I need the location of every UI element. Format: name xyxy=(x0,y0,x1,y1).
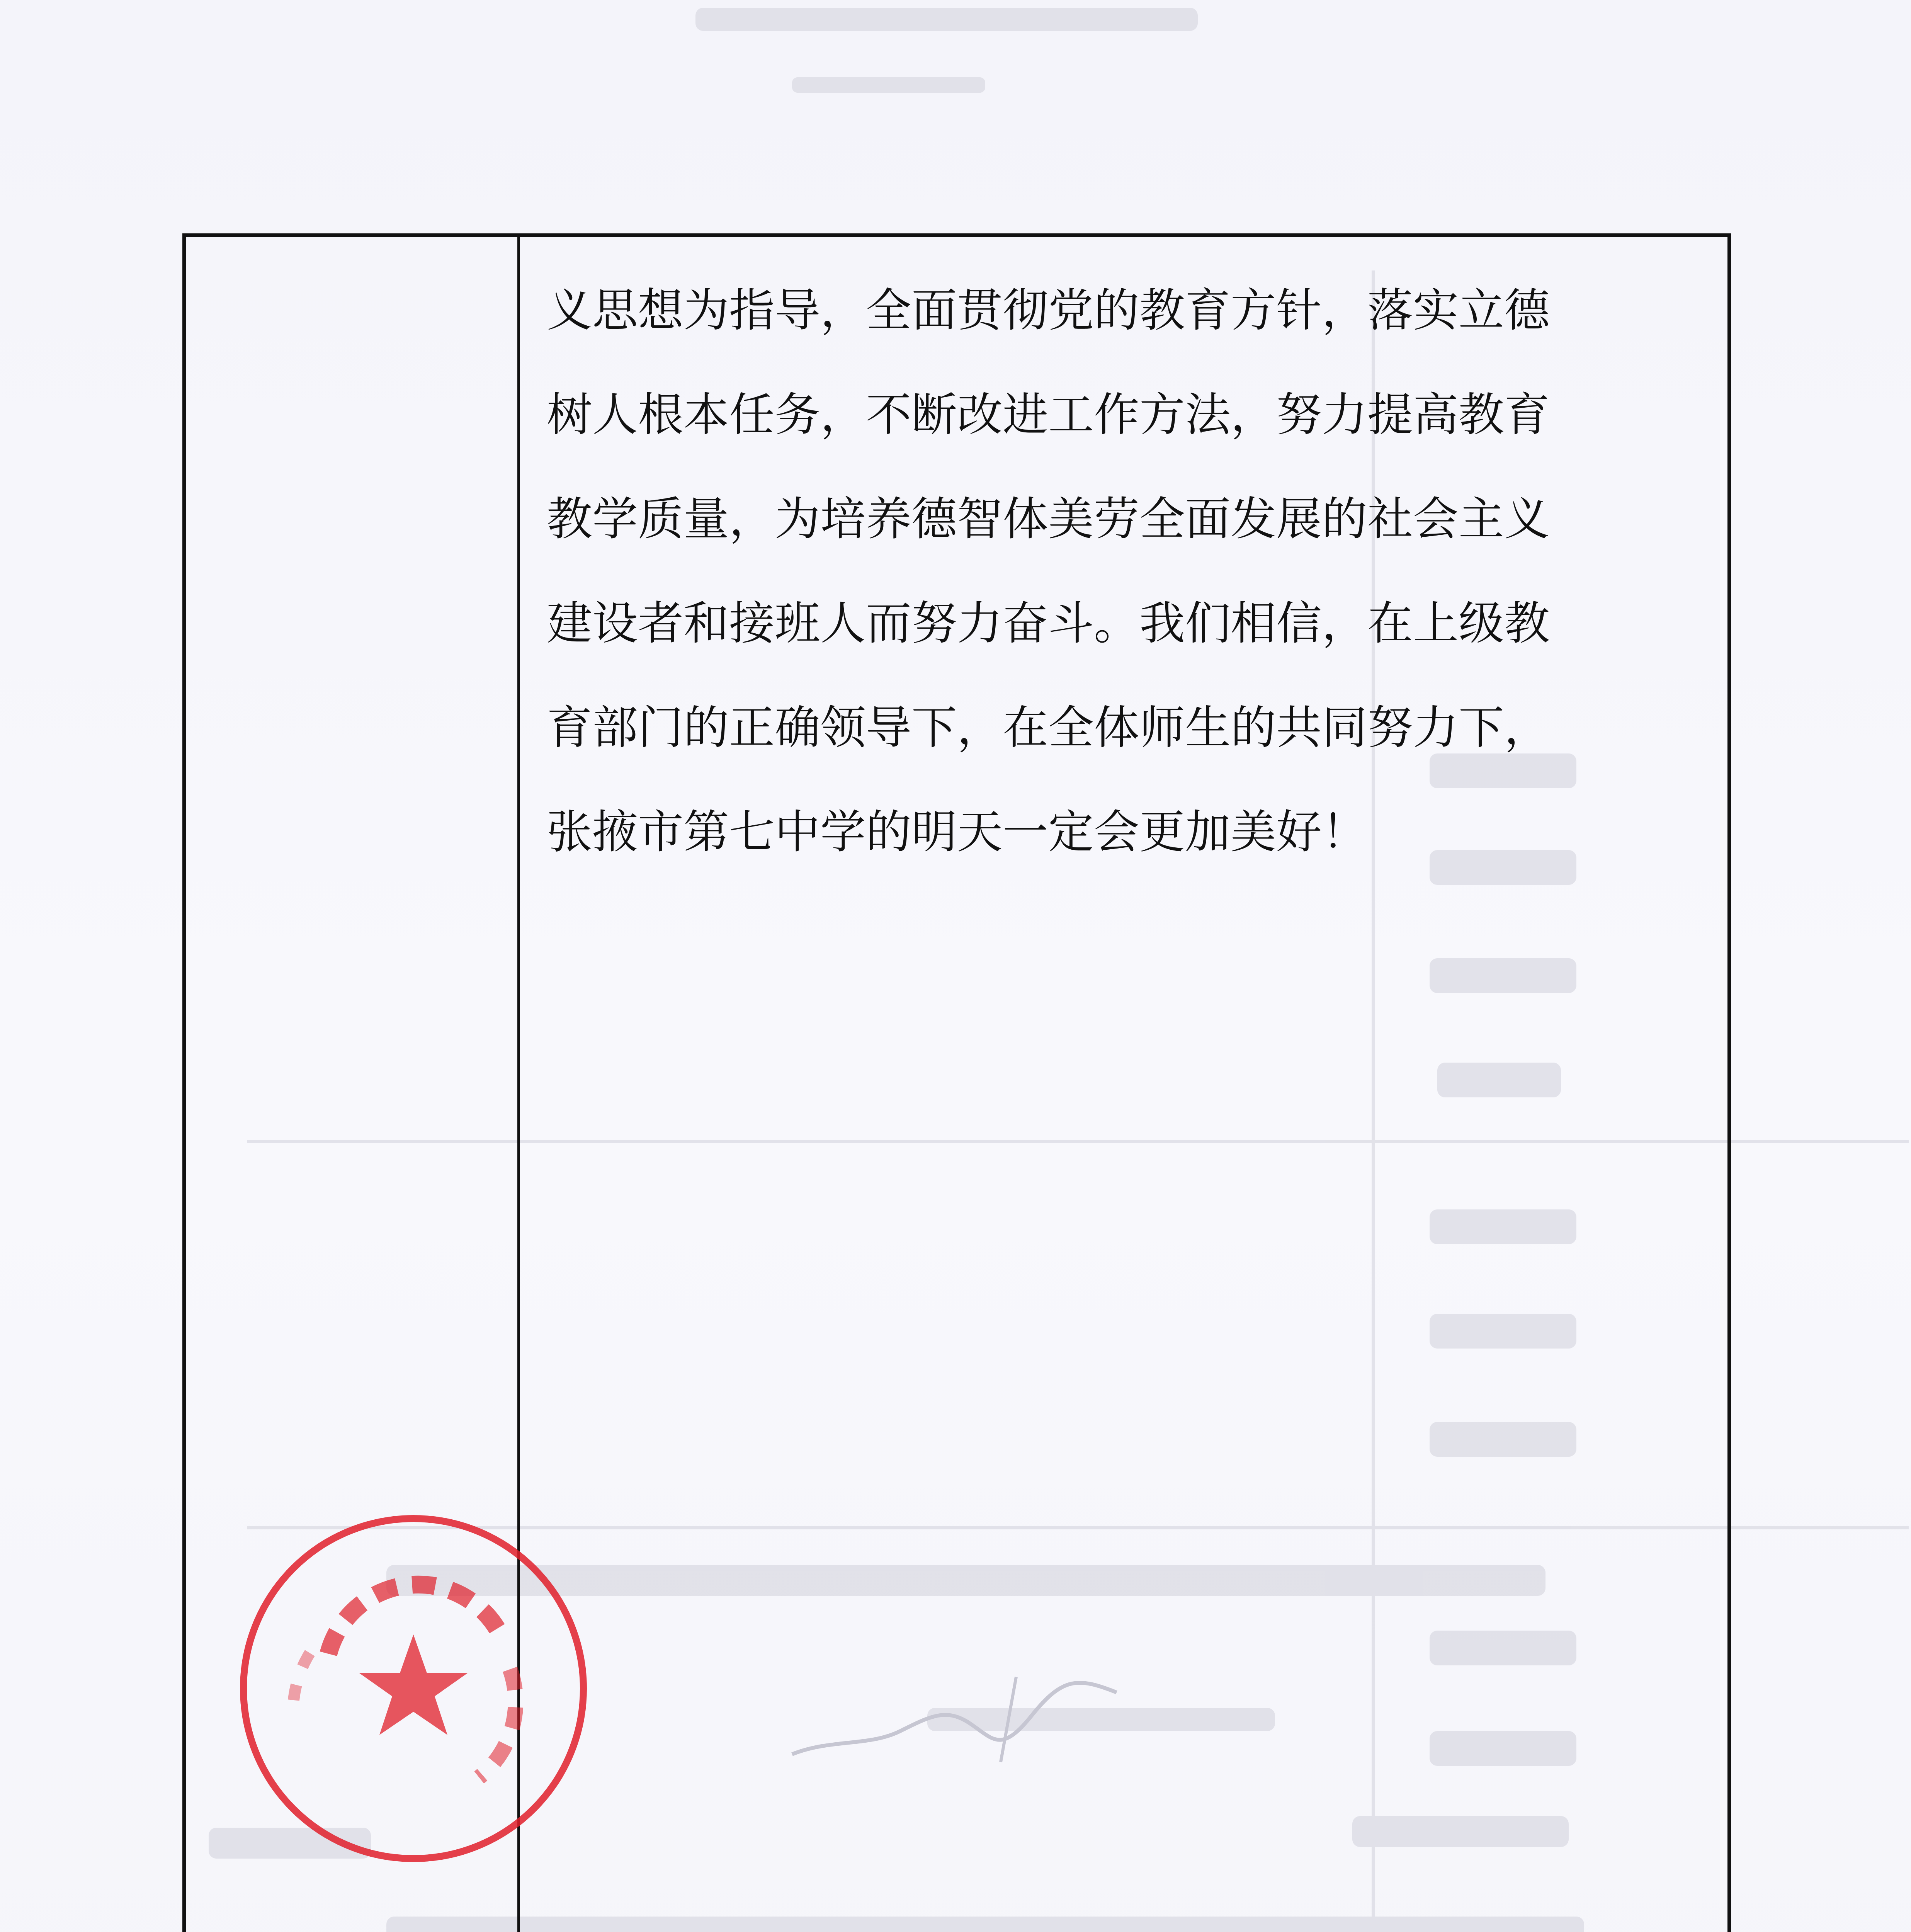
paragraph-line: 义思想为指导，全面贯彻党的教育方针，落实立德 xyxy=(547,284,1550,337)
paragraph-line: 张掖市第七中学的明天一定会更加美好！ xyxy=(547,805,1368,859)
paragraph-text xyxy=(547,258,1702,884)
paragraph-line: 教学质量，为培养德智体美劳全面发展的社会主义 xyxy=(547,492,1550,546)
paragraph-line: 建设者和接班人而努力奋斗。我们相信，在上级教 xyxy=(547,597,1550,650)
paragraph-line: 育部门的正确领导下，在全体师生的共同努力下， xyxy=(547,701,1550,754)
official-seal xyxy=(232,1507,595,1870)
paragraph-line: 树人根本任务，不断改进工作方法，努力提高教育 xyxy=(547,388,1550,441)
star-icon xyxy=(359,1634,468,1735)
signature-mark xyxy=(784,1662,1132,1777)
